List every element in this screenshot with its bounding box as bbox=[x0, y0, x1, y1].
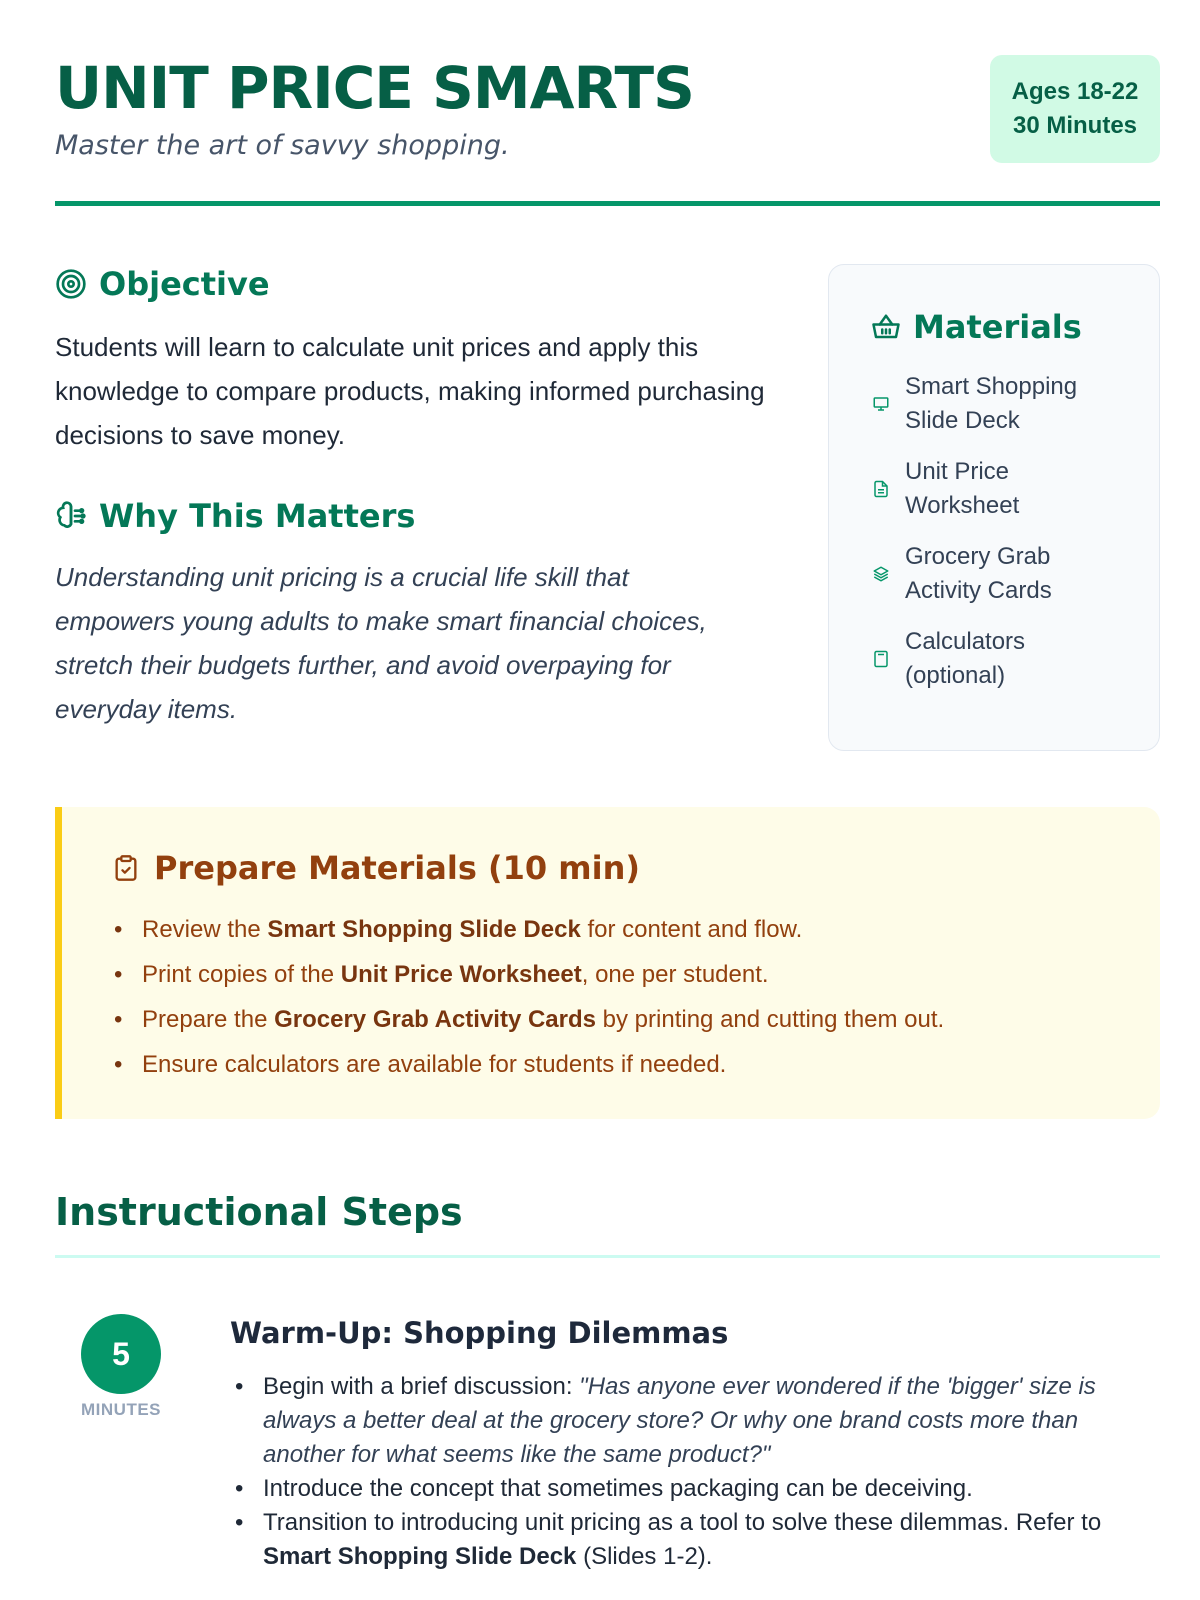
clipboard-check-icon bbox=[112, 852, 140, 884]
material-item bbox=[871, 625, 1025, 693]
objective-text: Students will learn to calculate unit prices and apply this knowledge to compare products, making informed purchasing decisions to save money. bbox=[55, 332, 765, 450]
material-label: Smart Shopping Slide Deck bbox=[905, 373, 1078, 434]
why-text: Understanding unit pricing is a crucial life skill that empowers young adults to make smart financial choices, stretch their budgets further, and avoid overpaying for everyday items. bbox=[55, 562, 707, 724]
material-label: Unit Price Worksheet bbox=[905, 458, 1020, 519]
step-list bbox=[230, 1370, 1160, 1574]
material-label: Calculators (optional) bbox=[905, 628, 1026, 689]
prepare-list bbox=[112, 907, 944, 1087]
material-item bbox=[871, 370, 1077, 438]
list-item: • Ensure calculators are available for students if needed. bbox=[112, 1042, 944, 1087]
brain-icon bbox=[55, 500, 87, 532]
objective-heading bbox=[55, 265, 270, 303]
step-minutes-circle: 5 bbox=[81, 1314, 161, 1394]
page-subtitle: Master the art of savvy shopping. bbox=[55, 130, 510, 161]
document-icon bbox=[871, 479, 891, 499]
badge-ages: Ages 18-22 bbox=[1011, 78, 1139, 105]
calculator-icon bbox=[871, 649, 891, 669]
prepare-callout bbox=[55, 807, 1160, 1119]
header bbox=[55, 50, 1160, 210]
steps-divider bbox=[55, 1255, 1160, 1258]
material-item bbox=[871, 540, 1052, 608]
step-title: Warm-Up: Shopping Dilemmas bbox=[230, 1316, 729, 1350]
list-item: • Introduce the concept that sometimes packaging can be deceiving. bbox=[230, 1472, 1160, 1506]
steps-heading: Instructional Steps bbox=[55, 1190, 463, 1234]
layers-icon bbox=[871, 564, 891, 584]
basket-icon bbox=[871, 312, 901, 342]
presentation-icon bbox=[871, 394, 891, 414]
objective-heading-label: Objective bbox=[99, 265, 270, 303]
why-heading bbox=[55, 497, 415, 535]
page-title: UNIT PRICE SMARTS bbox=[55, 54, 694, 122]
step-minutes-unit: MINUTES bbox=[81, 1400, 161, 1419]
materials-heading-label: Materials bbox=[913, 308, 1082, 346]
list-item: • Begin with a brief discussion: "Has anyone ever wondered if the 'bigger' size is always a better deal at the grocery store? Or why one brand costs more than another for what seems like the same product?" bbox=[230, 1370, 1160, 1472]
list-item: • Print copies of the Unit Price Worksheet, one per student. bbox=[112, 952, 944, 997]
info-badge bbox=[990, 55, 1160, 163]
list-item: • Transition to introducing unit pricing as a tool to solve these dilemmas. Refer to Smart Shopping Slide Deck (Slides 1-2). bbox=[230, 1506, 1160, 1574]
materials-card bbox=[828, 264, 1160, 751]
prepare-heading-label: Prepare Materials (10 min) bbox=[154, 849, 641, 887]
material-item bbox=[871, 455, 1019, 523]
material-label: Grocery Grab Activity Cards bbox=[905, 543, 1052, 604]
why-heading-label: Why This Matters bbox=[99, 497, 416, 535]
target-icon bbox=[55, 268, 87, 300]
list-item: • Prepare the Grocery Grab Activity Cards by printing and cutting them out. bbox=[112, 997, 944, 1042]
header-divider bbox=[55, 201, 1160, 206]
prepare-heading bbox=[112, 849, 640, 887]
materials-heading bbox=[871, 308, 1082, 346]
badge-duration: 30 Minutes bbox=[1012, 112, 1138, 139]
list-item: • Review the Smart Shopping Slide Deck for content and flow. bbox=[112, 907, 944, 952]
